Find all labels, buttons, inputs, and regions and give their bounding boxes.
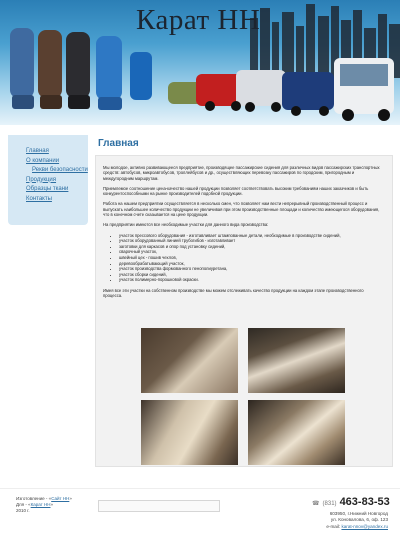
paragraph-shifts: Работа на нашем предприятии осуществляется в несколько смен, что позволяет нам вести непрерывный производственный процесс и выпускать наибольшее количество продукции не увеличивая при этом производственные площади и количество имеющегося оборудования, что в конечном счете сказывается на цене продукции. (103, 201, 380, 218)
made-label: Изготовление - « (16, 496, 52, 501)
nav-item-about[interactable]: О компании (26, 157, 60, 164)
address-line-1: 603950, г.Нижний Новгород (329, 511, 388, 516)
sections-list (103, 233, 383, 283)
phone-code: (831) (322, 501, 337, 507)
list-item: • сварочный участок, (119, 249, 383, 255)
page-title: Главная (98, 138, 139, 149)
site-logo[interactable]: Карат НН (136, 4, 261, 36)
footer-address (318, 511, 388, 530)
for-tail: » (50, 502, 53, 507)
photo-seat-frames (248, 328, 345, 393)
list-item: • участок прессового оборудования - изготавливает штампованные детали, необходимые в производстве сидений, (119, 233, 383, 239)
nav-item-home[interactable]: Главная (26, 148, 49, 154)
for-link[interactable]: Карат НН (30, 502, 51, 507)
nav-item-requisites[interactable]: Рекви безопасности (32, 167, 88, 173)
list-item: • швейный цех - пошив чехлов, (119, 255, 383, 261)
nav-item-products[interactable]: Продукция (26, 176, 57, 183)
nav-item-contacts[interactable]: Контакты (26, 195, 52, 202)
header-banner (0, 0, 400, 125)
made-link[interactable]: Сайт НН (51, 496, 70, 501)
photo-seat-shells (141, 400, 238, 465)
footer-credits (16, 496, 72, 514)
paragraph-intro: Мы молодое, активно развивающееся предприятие, производящее пассажирские сидения для различных видов пассажирских транспортных средств: автобусов, микроавтобусов, троллейбусов и др., осуществляющих перевозку пассажиров по городским, пригородным и междугородним маршрутам. (103, 165, 380, 181)
for-label: Для - « (16, 502, 31, 507)
footer-counter-box (98, 500, 220, 512)
footer-phone (312, 496, 390, 508)
list-item: • деревообрабатывающий участок, (119, 261, 383, 267)
nav-item-fabric-samples[interactable]: Образцы ткани (26, 186, 69, 192)
list-item: • участок оборудованный линией трубогибов - изготавливает (119, 238, 383, 244)
list-item: • заготовки для каркасов и опор под установку сидений, (119, 244, 383, 250)
list-item: • участок сборки сидений, (119, 272, 383, 278)
main-text (103, 165, 383, 304)
photo-foam-seats (141, 328, 238, 393)
paragraph-price: Приемлемое соотношение цена-качество нашей продукции позволяет соответствовать высоким требованиям наших заказчиков и быть конкурентоспособными на рынке производителей подобной продукции. (103, 185, 369, 197)
address-line-2: ул. Коновалова, 6, оф. 123 (330, 517, 388, 523)
paragraph-sections: На предприятии имеются все необходимые участки для данного вида производства: (103, 222, 269, 228)
phone-number: 463-83-53 (339, 496, 390, 508)
photo-seat-backs (248, 400, 345, 465)
list-item: • участок полимерно-порошковой окраски. (119, 277, 383, 283)
email-link[interactable]: karat-nnov@yandex.ru (341, 523, 388, 529)
made-tail: » (69, 496, 72, 501)
email-label: e-mail: (326, 523, 342, 529)
footer-year: 2010 г. (16, 508, 30, 513)
phone-icon: ☎ (312, 501, 320, 507)
list-item: • участок производства формованного пенополиуретана, (119, 266, 383, 272)
paragraph-closing: Имея все эти участки на собственном производстве мы можем отслеживать качество продукции на каждом этапе производственного процесса. (103, 288, 364, 299)
sidebar-nav (8, 135, 88, 225)
